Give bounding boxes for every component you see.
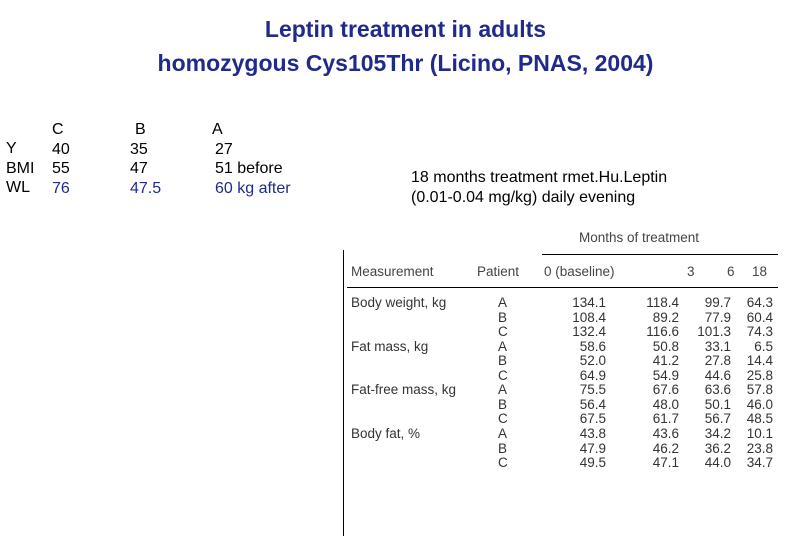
value-cell: 50.8	[652, 338, 679, 354]
value-cell: 89.2	[652, 309, 679, 325]
patient-cell: C	[498, 324, 508, 340]
value-cell: 75.5	[579, 382, 606, 398]
value-cell: 101.3	[697, 324, 731, 340]
value-cell: 47.9	[579, 440, 606, 456]
patient-cell: B	[498, 309, 508, 325]
value-cell: 61.7	[652, 411, 679, 427]
patient-cell: A	[498, 338, 508, 354]
measurement-label: Fat mass, kg	[351, 338, 429, 354]
measurement-label: Body fat, %	[351, 425, 421, 441]
summary-b-wl: 47.5	[130, 179, 162, 197]
summary-label-bmi: BMI	[6, 159, 35, 177]
value-cell: 34.2	[704, 425, 731, 441]
value-cell: 67.5	[579, 411, 606, 427]
value-cell: 58.6	[579, 338, 606, 354]
summary-a-y: 27	[215, 140, 233, 158]
value-cell: 48.5	[746, 411, 773, 427]
value-cell: 57.8	[746, 382, 773, 398]
value-cell: 67.6	[652, 382, 679, 398]
value-cell: 44.0	[704, 455, 731, 471]
treatment-note-line-2: (0.01-0.04 mg/kg) daily evening	[411, 189, 636, 206]
value-cell: 43.8	[579, 425, 606, 441]
span-header: Months of treatment	[579, 230, 700, 245]
patient-cell: A	[498, 295, 508, 310]
summary-a-bmi: 51 before	[215, 160, 283, 177]
value-cell: 44.6	[704, 367, 731, 383]
value-cell: 14.4	[746, 353, 773, 369]
value-cell: 77.9	[704, 309, 731, 325]
summary-b-bmi: 47	[130, 160, 148, 177]
measurement-label: Body weight, kg	[351, 295, 447, 310]
value-cell: 41.2	[652, 353, 679, 369]
column-header-baseline: 0 (baseline)	[544, 264, 615, 279]
title-line-2: homozygous Cys105Thr (Licino, PNAS, 2004)	[157, 50, 654, 76]
value-cell: 60.4	[746, 309, 773, 325]
column-header-month-3: 3	[687, 264, 695, 279]
summary-label-wl: WL	[6, 179, 30, 196]
patient-cell: C	[498, 411, 508, 427]
value-cell: 134.1	[572, 295, 606, 310]
value-cell: 47.1	[652, 455, 679, 471]
summary-a-wl: 60 kg after	[215, 179, 291, 197]
summary-label-y: Y	[6, 140, 17, 157]
patient-cell: C	[498, 455, 508, 471]
value-cell: 46.0	[746, 396, 773, 412]
patient-cell: B	[498, 396, 508, 412]
value-cell: 50.1	[704, 396, 731, 412]
value-cell: 27.8	[704, 353, 731, 369]
value-cell: 23.8	[746, 440, 773, 456]
summary-col-b-header: B	[135, 121, 146, 138]
value-cell: 25.8	[746, 367, 773, 383]
value-cell: 56.4	[579, 396, 606, 412]
summary-col-c-header: C	[52, 121, 64, 138]
value-cell: 34.7	[746, 455, 773, 471]
value-cell: 52.0	[579, 353, 606, 369]
value-cell: 116.6	[646, 324, 679, 340]
value-cell: 43.6	[652, 425, 679, 441]
value-cell: 54.9	[652, 367, 679, 383]
patient-cell: A	[498, 425, 508, 441]
measurement-label: Fat-free mass, kg	[351, 382, 457, 398]
column-header-month-18: 18	[752, 264, 768, 279]
value-cell: 46.2	[652, 440, 679, 456]
value-cell: 108.4	[572, 309, 606, 325]
patient-cell: C	[498, 367, 508, 383]
patient-cell: B	[498, 440, 508, 456]
summary-c-wl: 76	[52, 179, 70, 197]
value-cell: 74.3	[746, 324, 773, 340]
column-header-patient: Patient	[477, 264, 520, 279]
value-cell: 99.7	[704, 295, 731, 310]
value-cell: 63.6	[704, 382, 731, 398]
value-cell: 64.3	[746, 295, 773, 310]
value-cell: 56.7	[704, 411, 731, 427]
value-cell: 10.1	[746, 425, 773, 441]
value-cell: 49.5	[579, 455, 606, 471]
title-line-1: Leptin treatment in adults	[264, 16, 547, 42]
column-header-month-6: 6	[727, 264, 735, 279]
value-cell: 36.2	[704, 440, 731, 456]
summary-col-a-header: A	[212, 121, 223, 138]
summary-c-y: 40	[52, 140, 70, 158]
treatment-note-line-1: 18 months treatment rmet.Hu.Leptin	[411, 169, 668, 186]
summary-b-y: 35	[130, 140, 148, 158]
value-cell: 64.9	[579, 367, 606, 383]
value-cell: 132.4	[572, 324, 606, 340]
value-cell: 118.4	[646, 295, 679, 310]
value-cell: 33.1	[704, 338, 731, 354]
value-cell: 6.5	[754, 338, 773, 354]
summary-c-bmi: 55	[52, 160, 70, 177]
column-header-measurement: Measurement	[351, 264, 434, 279]
patient-cell: B	[498, 353, 508, 369]
value-cell: 48.0	[652, 396, 679, 412]
patient-cell: A	[498, 382, 508, 398]
